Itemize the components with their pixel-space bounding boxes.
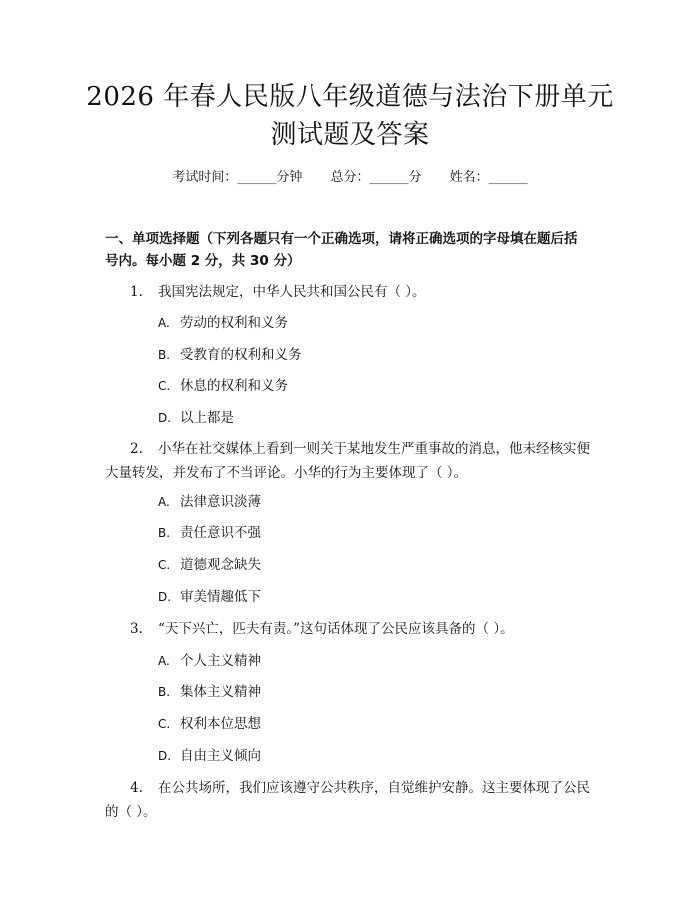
question-text-line1: 在公共场所，我们应该遵守公共秩序，自觉维护安静。这主要体现了公民 [158,780,590,796]
question-3-option-d [158,745,261,767]
option-text: 劳动的权利和义务 [180,315,288,331]
option-letter: D. [158,411,172,425]
option-letter: B. [158,526,171,540]
option-letter: C. [158,558,171,572]
option-text: 休息的权利和义务 [180,378,288,394]
option-text: 责任意识不强 [180,525,261,541]
document-title-line1: 2026 年春人民版八年级道德与法治下册单元 [86,82,614,112]
question-2 [105,438,605,484]
question-2-option-c [158,554,261,576]
question-text: “天下兴亡，匹夫有责。”这句话体现了公民应该具备的（ ）。 [158,621,514,637]
question-text-line2: 的（ ）。 [105,804,157,820]
option-letter: B. [158,348,171,362]
section-heading-line1: 一、单项选择题（下列各题只有一个正确选项，请将正确选项的字母填在题后括 [105,231,578,247]
option-letter: C. [158,717,171,731]
option-letter: A. [158,654,170,668]
question-1-option-c [158,375,288,397]
question-number: 1. [130,284,143,300]
option-letter: C. [158,379,171,393]
option-text: 审美情趣低下 [180,589,261,605]
question-4 [105,777,605,823]
section-heading-line2: 号内。每小题 2 分，共 30 分） [105,253,301,269]
question-number: 3. [130,621,143,637]
question-text-line2: 大量转发，并发布了不当评论。小华的行为主要体现了（ ）。 [105,465,468,481]
option-text: 法律意识淡薄 [180,494,261,510]
question-number: 2. [130,441,143,457]
question-3 [105,618,605,640]
option-text: 受教育的权利和义务 [180,347,302,363]
exam-meta [0,168,700,188]
question-number: 4. [130,780,143,796]
question-3-option-c [158,713,261,735]
question-text: 我国宪法规定，中华人民共和国公民有（ ）。 [158,284,426,300]
option-text: 自由主义倾向 [180,748,261,764]
question-1-option-b [158,344,302,366]
question-1-option-a [158,312,288,334]
question-2-option-a [158,491,261,513]
section-heading [105,228,605,272]
question-3-option-a [158,650,261,672]
exam-time: 考试时间：______分钟 [172,170,303,185]
option-text: 道德观念缺失 [180,557,261,573]
exam-name: 姓名：______ [449,170,528,185]
option-letter: D. [158,749,172,763]
document-title-line2: 测试题及答案 [270,120,430,150]
question-2-option-d [158,586,261,608]
question-3-option-b [158,681,261,703]
option-letter: D. [158,590,172,604]
option-letter: A. [158,316,170,330]
option-text: 以上都是 [180,410,234,426]
option-text: 权利本位思想 [180,716,261,732]
question-2-option-b [158,522,261,544]
question-1-option-d [158,407,234,429]
option-letter: A. [158,495,170,509]
option-letter: B. [158,685,171,699]
option-text: 集体主义精神 [180,684,261,700]
question-text-line1: 小华在社交媒体上看到一则关于某地发生严重事故的消息，他未经核实便 [158,441,590,457]
exam-total-score: 总分：______分 [330,170,422,185]
option-text: 个人主义精神 [180,653,261,669]
question-1 [105,281,605,303]
